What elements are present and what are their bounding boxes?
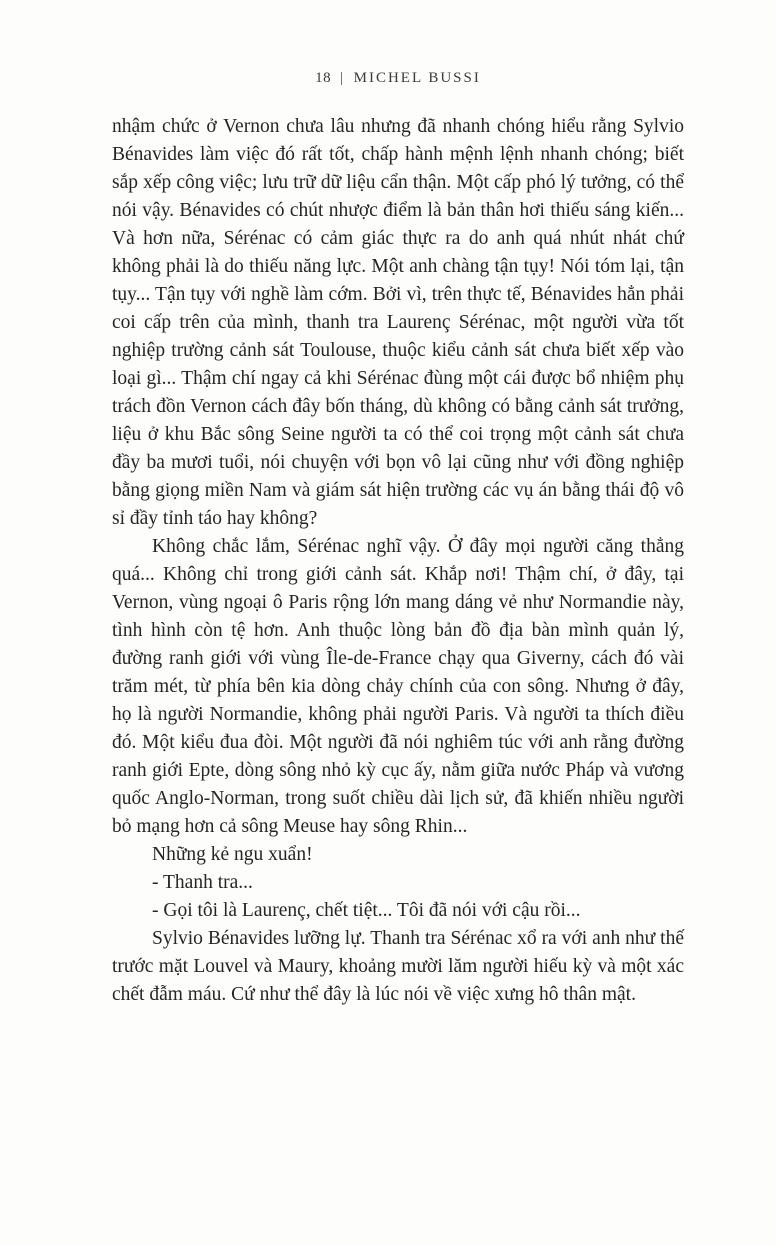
- paragraph: Những kẻ ngu xuẩn!: [152, 844, 313, 865]
- running-author: MICHEL BUSSI: [353, 70, 481, 86]
- header-separator: |: [340, 70, 345, 86]
- body-text: [112, 113, 684, 1009]
- paragraph: Sylvio Bénavides lưỡng lự. Thanh tra Sérénac xổ ra với anh như thế trước mặt Louvel và Maury, khoảng mười lăm người hiếu kỳ và một xác chết đẫm máu. Cứ như thể đây là lúc nói về việc xưng hô thân mật.: [112, 928, 684, 1005]
- page-number: 18: [315, 70, 332, 86]
- paragraph: - Gọi tôi là Laurenç, chết tiệt... Tôi đã nói với cậu rồi...: [152, 900, 581, 921]
- paragraph: nhậm chức ở Vernon chưa lâu nhưng đã nhanh chóng hiểu rằng Sylvio Bénavides làm việc đó rất tốt, chấp hành mệnh lệnh nhanh chóng; biết sắp xếp công việc; lưu trữ dữ liệu cẩn thận. Một cấp phó lý tưởng, có thể nói vậy. Bénavides có chút nhược điểm là bản thân hơi thiếu sáng kiến... Và hơn nữa, Sérénac có cảm giác thực ra do anh quá nhút nhát chứ không phải là do thiếu năng lực. Một anh chàng tận tụy! Nói tóm lại, tận tụy... Tận tụy với nghề làm cớm. Bởi vì, trên thực tế, Bénavides hẳn phải coi cấp trên của mình, thanh tra Laurenç Sérénac, một người vừa tốt nghiệp trường cảnh sát Toulouse, thuộc kiểu cảnh sát chưa biết xếp vào loại gì... Thậm chí ngay cả khi Sérénac đùng một cái được bổ nhiệm phụ trách đồn Vernon cách đây bốn tháng, dù không có bằng cảnh sát trưởng, liệu ở khu Bắc sông Seine người ta có thể coi trọng một cảnh sát chưa đầy ba mươi tuổi, nói chuyện với bọn vô lại cũng như với đồng nghiệp bằng giọng miền Nam và giám sát hiện trường các vụ án bằng thái độ vô sỉ đầy tỉnh táo hay không?: [112, 116, 684, 529]
- paragraph: Không chắc lắm, Sérénac nghĩ vậy. Ở đây mọi người căng thẳng quá... Không chỉ trong giới cảnh sát. Khắp nơi! Thậm chí, ở đây, tại Vernon, vùng ngoại ô Paris rộng lớn mang dáng vẻ như Normandie này, tình hình còn tệ hơn. Anh thuộc lòng bản đồ địa bàn mình quản lý, đường ranh giới với vùng Île-de-France chạy qua Giverny, cách đó vài trăm mét, từ phía bên kia dòng chảy chính của con sông. Nhưng ở đây, họ là người Normandie, không phải người Paris. Và người ta thích điều đó. Một kiểu đua đòi. Một người đã nói nghiêm túc với anh rằng đường ranh giới Epte, dòng sông nhỏ kỳ cục ấy, nằm giữa nước Pháp và vương quốc Anglo-Norman, trong suốt chiều dài lịch sử, đã khiến nhiều người bỏ mạng hơn cả sông Meuse hay sông Rhin...: [112, 536, 684, 837]
- running-header: [112, 70, 684, 87]
- paragraph: - Thanh tra...: [152, 872, 253, 893]
